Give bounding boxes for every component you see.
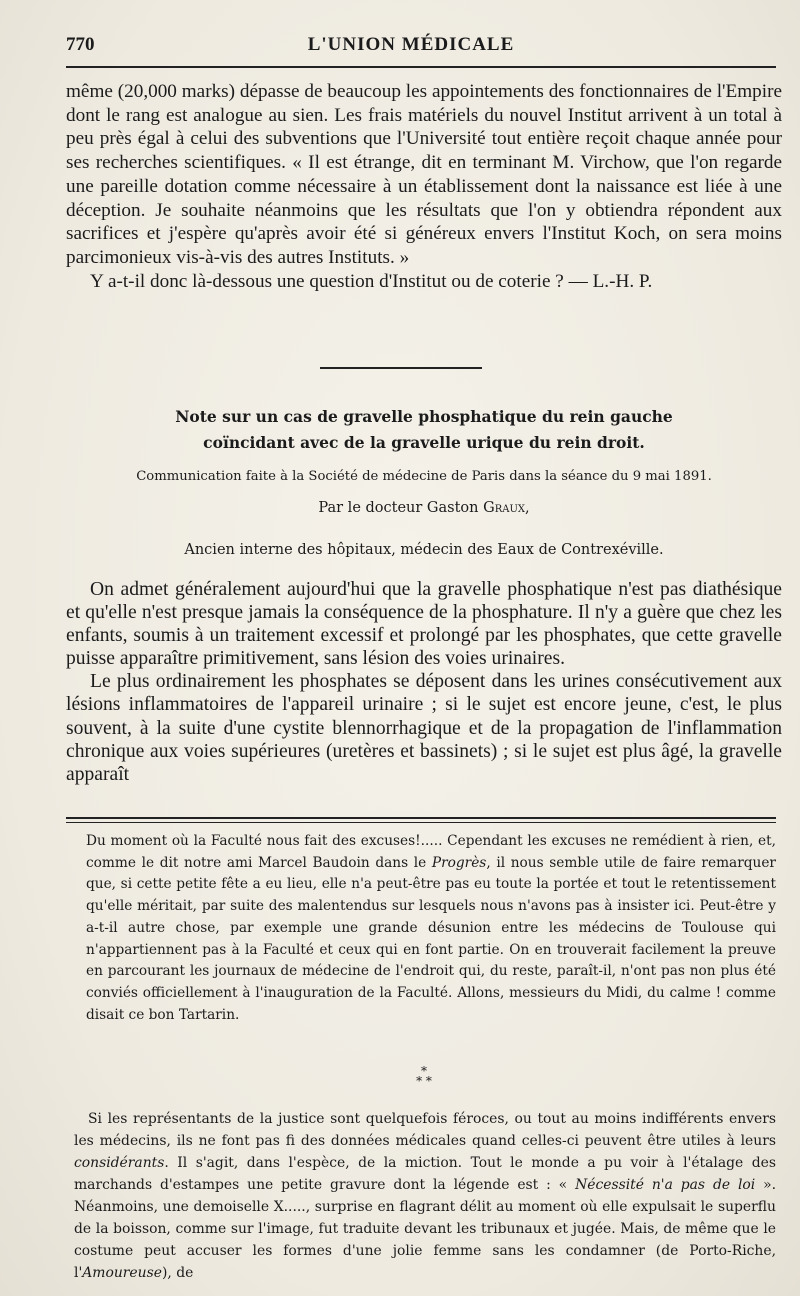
footnote-italic-quote: Nécessité n'a pas de loi — [575, 1177, 756, 1193]
article-paragraph-2: Le plus ordinairement les phosphates se déposent dans les urines consécutivement aux lésions inflammatoires de l'appareil urinaire ; si le sujet est encore jeune, c'est, le plus souvent, à la suite d'une cystite blennorrhagique et de la propagation de l'inflammation chronique aux voies supérieures (uretères et bassinets) ; si le sujet est plus âgé, la gravelle apparaît — [66, 671, 782, 785]
asterism-top: * — [421, 1064, 427, 1078]
article-title — [66, 404, 782, 456]
section-asterism — [66, 1066, 782, 1086]
page-number: 770 — [66, 34, 95, 55]
footnote-paragraph-1 — [86, 831, 776, 1026]
footnote-section-2 — [74, 1108, 776, 1284]
article-title-line-2: coïncidant avec de la gravelle urique du rein droit. — [203, 433, 645, 452]
footnote-text: Du moment où la Faculté nous fait des excuses!..... Cependant les excuses ne remédient à rien, et, comme le dit notre ami Marcel Baudoin dans le — [86, 833, 776, 871]
footnote-journal-name: Progrès — [431, 854, 487, 871]
journal-title: L'UNION MÉDICALE — [307, 34, 515, 55]
footnote-paragraph-2 — [74, 1108, 776, 1284]
section-separator — [320, 367, 482, 369]
footnote-rule-thin — [66, 822, 776, 823]
footnote-rule-thick — [66, 817, 776, 819]
article-title-line-1: Note sur un cas de gravelle phosphatique du rein gauche — [175, 407, 673, 426]
article-paragraph-1: On admet généralement aujourd'hui que la gravelle phosphatique n'est pas diathésique et qu'elle n'est presque jamais la conséquence de la phosphature. Il n'y a guère que chez les enfants, soumis à un traitement excessif et prolongé par les phosphates, que cette gravelle puisse apparaître primitivement, sans lésion des voies urinaires. — [66, 579, 782, 670]
footnote-text: Si les représentants de la justice sont quelquefois féroces, ou tout au moins indifférents envers les médecins, ils ne font pas fi des données médicales quand celles-ci peuvent être utiles à leurs — [74, 1111, 776, 1149]
footnote-text: , il nous semble utile de faire remarquer que, si cette petite fête a eu lieu, elle n'a peut-être pas eu toute la portée et tout le retentissement qu'elle méritait, par suite des malentendus sur lesquels nous n'avons pas à insister ici. Peut-être y a-t-il autre chose, par exemple une grande désunion entre les médecins de Toulouse qui n'appartiennent pas à la Faculté et ceux qui en font partie. On en trouverait facilement la preuve en parcourant les journaux de médecine de l'endroit qui, du reste, paraît-il, n'ont pas non plus été conviés officiellement à l'inauguration de la Faculté. Allons, messieurs du Midi, du calme ! comme disait ce bon Tartarin. — [86, 854, 776, 1023]
footnote-text: ), de — [161, 1265, 194, 1281]
author-prefix: Par le docteur Gaston — [318, 500, 484, 516]
continuation-paragraph: même (20,000 marks) dépasse de beaucoup les appointements des fonctionnaires de l'Empire dont le rang est analogue au sien. Les frais matériels du nouvel Institut arrivent à un total à peu près égal à celui des subventions que l'Université tout entière reçoit chaque année pour ses recherches scientifiques. « Il est étrange, dit en terminant M. Virchow, que l'on regarde une pareille dotation comme nécessaire à un établissement dont la naissance est liée à une déception. Je souhaite néanmoins que les résultats que l'on y obtiendra répondent aux sacrifices et j'espère qu'après avoir été si généreux envers l'Institut Koch, on sera moins parcimonieux vis-à-vis des autres Instituts. » — [66, 81, 782, 268]
header-rule — [66, 66, 776, 68]
page-header — [66, 30, 756, 60]
author-suffix: , — [525, 500, 530, 516]
author-name: Graux — [483, 500, 525, 516]
continuation-text — [66, 80, 782, 293]
footnote-italic-term: considérants — [74, 1155, 165, 1171]
footnote-text: ». Néanmoins, une demoiselle X....., surprise en flagrant délit au moment où elle expulsait le superflu de la boisson, comme sur l'image, fut traduite devant les tribunaux et jugée. Mais, de même que le costume peut accuser les formes d'une jolie femme sans les condamner (de Porto-Riche, l' — [74, 1177, 776, 1281]
author-line — [66, 498, 782, 518]
footnote-text: . Il s'agit, dans l'espèce, de la miction. Tout le monde a pu voir à l'étalage des marchands d'estampes une petite gravure dont la légende est : « — [74, 1155, 776, 1193]
communication-note: Communication faite à la Société de médecine de Paris dans la séance du 9 mai 1891. — [136, 469, 712, 484]
asterism-bottom: * * — [416, 1074, 432, 1088]
footnote-italic-title: Amoureuse — [82, 1265, 162, 1281]
footnote-section-1 — [86, 831, 776, 1026]
continuation-closing-paragraph: Y a-t-il donc là-dessous une question d'Institut ou de coterie ? — L.-H. P. — [90, 270, 653, 292]
author-credentials: Ancien interne des hôpitaux, médecin des Eaux de Contrexéville. — [184, 542, 664, 558]
article-body — [66, 578, 782, 786]
